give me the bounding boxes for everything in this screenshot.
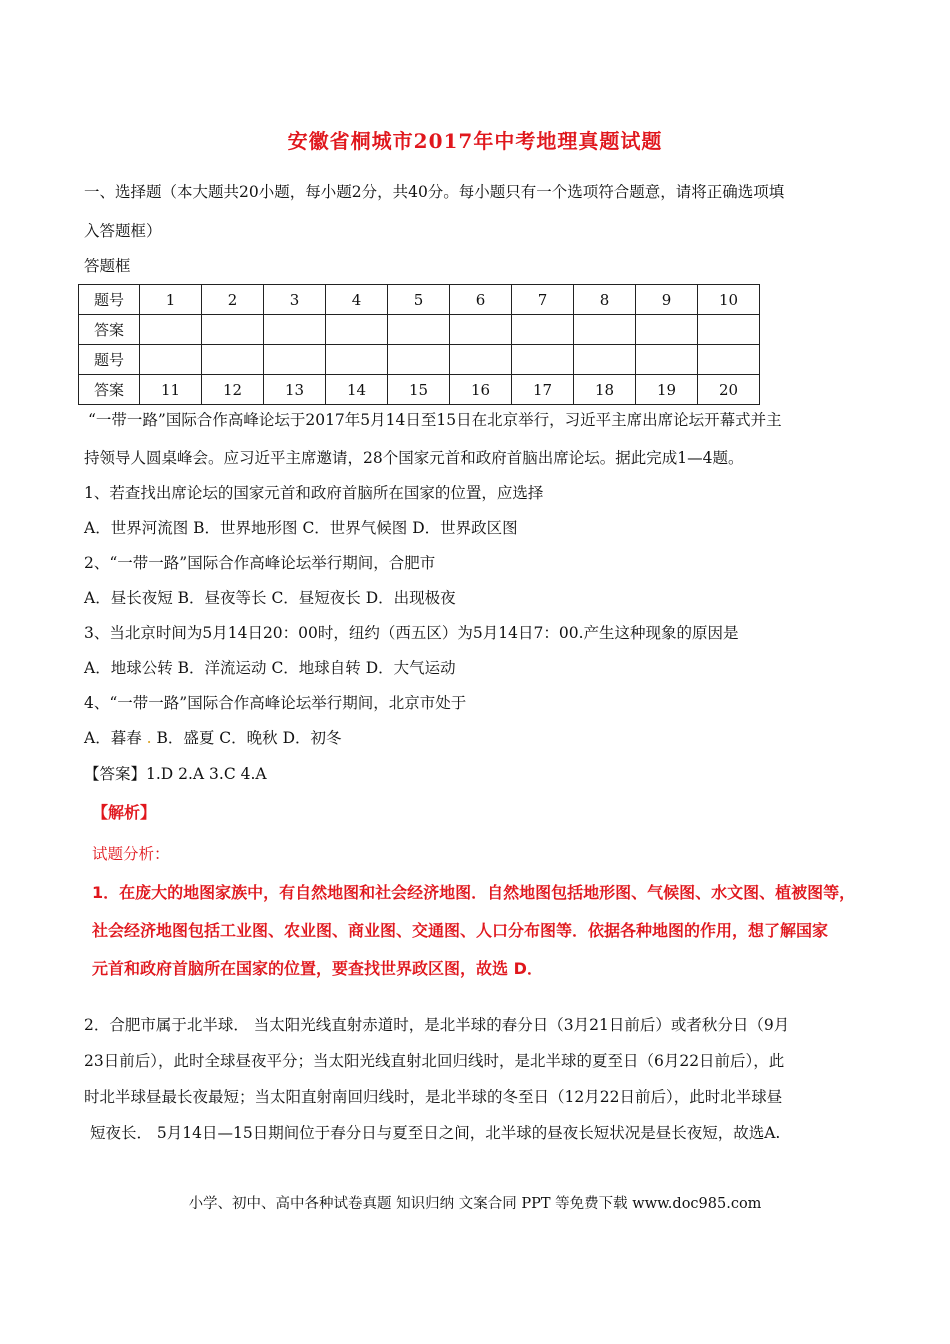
question-2-stem: 2、“一带一路”国际合作高峰论坛举行期间，合肥市 [84, 554, 436, 572]
table-row [79, 345, 760, 375]
answer-cell[interactable] [326, 315, 388, 345]
question-4-option-rest: B．盛夏 C．晚秋 D．初冬 [151, 729, 342, 747]
answer-cell[interactable] [202, 315, 264, 345]
table-cell: 8 [574, 285, 636, 315]
table-cell: 5 [388, 285, 450, 315]
passage-line1: “一带一路”国际合作高峰论坛于2017年5月14日至15日在北京举行，习近平主席出席论坛开幕式并主 [88, 411, 782, 429]
answer-cell[interactable] [388, 315, 450, 345]
answer-cell[interactable] [512, 315, 574, 345]
table-cell: 3 [264, 285, 326, 315]
answer-table [78, 284, 760, 405]
table-cell: 15 [388, 375, 450, 405]
footer-text: 小学、初中、高中各种试卷真题 知识归纳 文案合同 PPT 等免费下载 www.doc985.com [188, 1196, 762, 1212]
analysis-line: 2．合肥市属于北半球． 当太阳光线直射赤道时，是北半球的春分日（3月21日前后）或者秋分日（9月 [84, 1016, 790, 1034]
page-title: 安徽省桐城市2017年中考地理真题试题 [287, 129, 663, 153]
table-cell: 18 [574, 375, 636, 405]
passage-line2: 持领导人圆桌峰会。应习近平主席邀请，28个国家元首和政府首脑出席论坛。据此完成1—4题。 [84, 449, 744, 467]
section-instruction-line1: 一、选择题（本大题共20小题，每小题2分，共40分。每小题只有一个选项符合题意，请将正确选项填 [84, 183, 785, 201]
table-cell: 9 [636, 285, 698, 315]
question-3-stem: 3、当北京时间为5月14日20：00时，纽约（西五区）为5月14日7：00.产生这种现象的原因是 [84, 624, 739, 642]
analysis-title: 【解析】 [92, 803, 157, 822]
answer-cell[interactable] [574, 345, 636, 375]
table-cell: 7 [512, 285, 574, 315]
question-1-stem: 1、若查找出席论坛的国家元首和政府首脑所在国家的位置，应选择 [84, 484, 544, 502]
answer-cell[interactable] [512, 345, 574, 375]
table-cell: 11 [140, 375, 202, 405]
question-2-options: A．昼长夜短 B．昼夜等长 C．昼短夜长 D．出现极夜 [84, 589, 456, 607]
answer-cell[interactable] [574, 315, 636, 345]
table-cell: 1 [140, 285, 202, 315]
answer-cell[interactable] [636, 345, 698, 375]
answer-cell[interactable] [636, 315, 698, 345]
table-cell: 16 [450, 375, 512, 405]
table-cell: 4 [326, 285, 388, 315]
answer-cell[interactable] [698, 345, 760, 375]
answer-cell[interactable] [698, 315, 760, 345]
table-cell: 题号 [79, 345, 140, 375]
question-1-options: A．世界河流图 B．世界地形图 C．世界气候图 D．世界政区图 [84, 519, 518, 537]
table-cell: 2 [202, 285, 264, 315]
answer-cell[interactable] [140, 315, 202, 345]
table-cell: 10 [698, 285, 760, 315]
stray-dot: . [146, 729, 152, 747]
table-row [79, 315, 760, 345]
table-row [79, 285, 760, 315]
analysis-line: 短夜长． 5月14日—15日期间位于春分日与夏至日之间，北半球的昼夜长短状况是昼长夜短，故选A. [90, 1124, 781, 1142]
table-cell: 17 [512, 375, 574, 405]
answer-cell[interactable] [264, 315, 326, 345]
table-cell: 19 [636, 375, 698, 405]
table-cell: 13 [264, 375, 326, 405]
table-cell: 20 [698, 375, 760, 405]
answer-cell[interactable] [202, 345, 264, 375]
analysis-red-line: 元首和政府首脑所在国家的位置，要查找世界政区图，故选 D． [92, 959, 543, 978]
answer-cell[interactable] [326, 345, 388, 375]
table-cell: 答案 [79, 315, 140, 345]
table-cell: 14 [326, 375, 388, 405]
table-cell: 题号 [79, 285, 140, 315]
answer-cell[interactable] [388, 345, 450, 375]
question-4-options [84, 726, 342, 748]
section-instruction-line2: 入答题框） [84, 222, 162, 240]
analysis-line: 23日前后），此时全球昼夜平分；当太阳光线直射北回归线时，是北半球的夏至日（6月22日前后），此 [84, 1052, 785, 1070]
answer-box-label: 答题框 [84, 257, 131, 275]
analysis-line: 时北半球昼最长夜最短；当太阳直射南回归线时，是北半球的冬至日（12月22日前后），此时北半球昼 [84, 1088, 783, 1106]
answer-cell[interactable] [140, 345, 202, 375]
answer-cell[interactable] [450, 345, 512, 375]
analysis-red-line: 1．在庞大的地图家族中，有自然地图和社会经济地图．自然地图包括地形图、气候图、水文图、植被图等， [92, 883, 856, 902]
answer-cell[interactable] [264, 345, 326, 375]
table-row [79, 375, 760, 405]
table-cell: 12 [202, 375, 264, 405]
table-cell: 答案 [79, 375, 140, 405]
question-4-stem: 4、“一带一路”国际合作高峰论坛举行期间，北京市处于 [84, 694, 467, 712]
answer-cell[interactable] [450, 315, 512, 345]
question-4-option-a: A．暮春 [84, 729, 147, 747]
analysis-red-line: 社会经济地图包括工业图、农业图、商业图、交通图、人口分布图等．依据各种地图的作用，想了解国家 [92, 921, 829, 940]
answer-line: 【答案】1.D 2.A 3.C 4.A [84, 765, 267, 783]
question-3-options: A．地球公转 B．洋流运动 C．地球自转 D．大气运动 [84, 659, 456, 677]
analysis-subtitle: 试题分析： [92, 845, 170, 863]
table-cell: 6 [450, 285, 512, 315]
